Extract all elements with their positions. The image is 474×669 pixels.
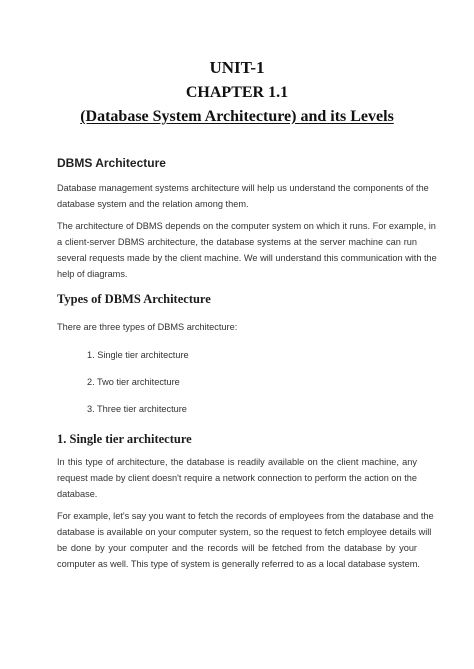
heading-single-tier: 1. Single tier architecture [57,432,192,446]
unit-title: UNIT-1 [209,58,265,77]
paragraph-line: The architecture of DBMS depends on the computer system on which it runs. For example, in [57,221,436,231]
heading-types-of-dbms: Types of DBMS Architecture [57,292,211,306]
paragraph-line: In this type of architecture, the database is readily available on the client machine, any [57,457,417,467]
heading-dbms-architecture: DBMS Architecture [57,156,166,170]
paragraph-line: several requests made by the client machine. We will understand this communication with the [57,253,437,263]
paragraph-line: database system and the relation among them. [57,199,249,209]
paragraph-line: help of diagrams. [57,269,128,279]
list-item: 3. Three tier architecture [87,404,187,414]
paragraph-line: be done by your computer and the records will be fetched from the database by your [57,543,417,553]
list-item: 1. Single tier architecture [87,350,189,360]
chapter-subtitle: (Database System Architecture) and its Levels [80,108,394,125]
paragraph-line: computer as well. This type of system is generally referred to as a local database system. [57,559,420,569]
paragraph-line: database. [57,489,98,499]
paragraph-line: request made by client doesn't require a network connection to perform the action on the [57,473,417,483]
paragraph-line: Database management systems architecture will help us understand the components of the [57,183,429,193]
paragraph-line: a client-server DBMS architecture, the database systems at the server machine can run [57,237,417,247]
chapter-title: CHAPTER 1.1 [185,84,289,101]
paragraph-line: For example, let's say you want to fetch the records of employees from the database and the [57,511,434,521]
list-item: 2. Two tier architecture [87,377,180,387]
paragraph-line: database is available on your computer system, so the request to fetch employee details will [57,527,432,537]
paragraph-line: There are three types of DBMS architecture: [57,322,238,332]
